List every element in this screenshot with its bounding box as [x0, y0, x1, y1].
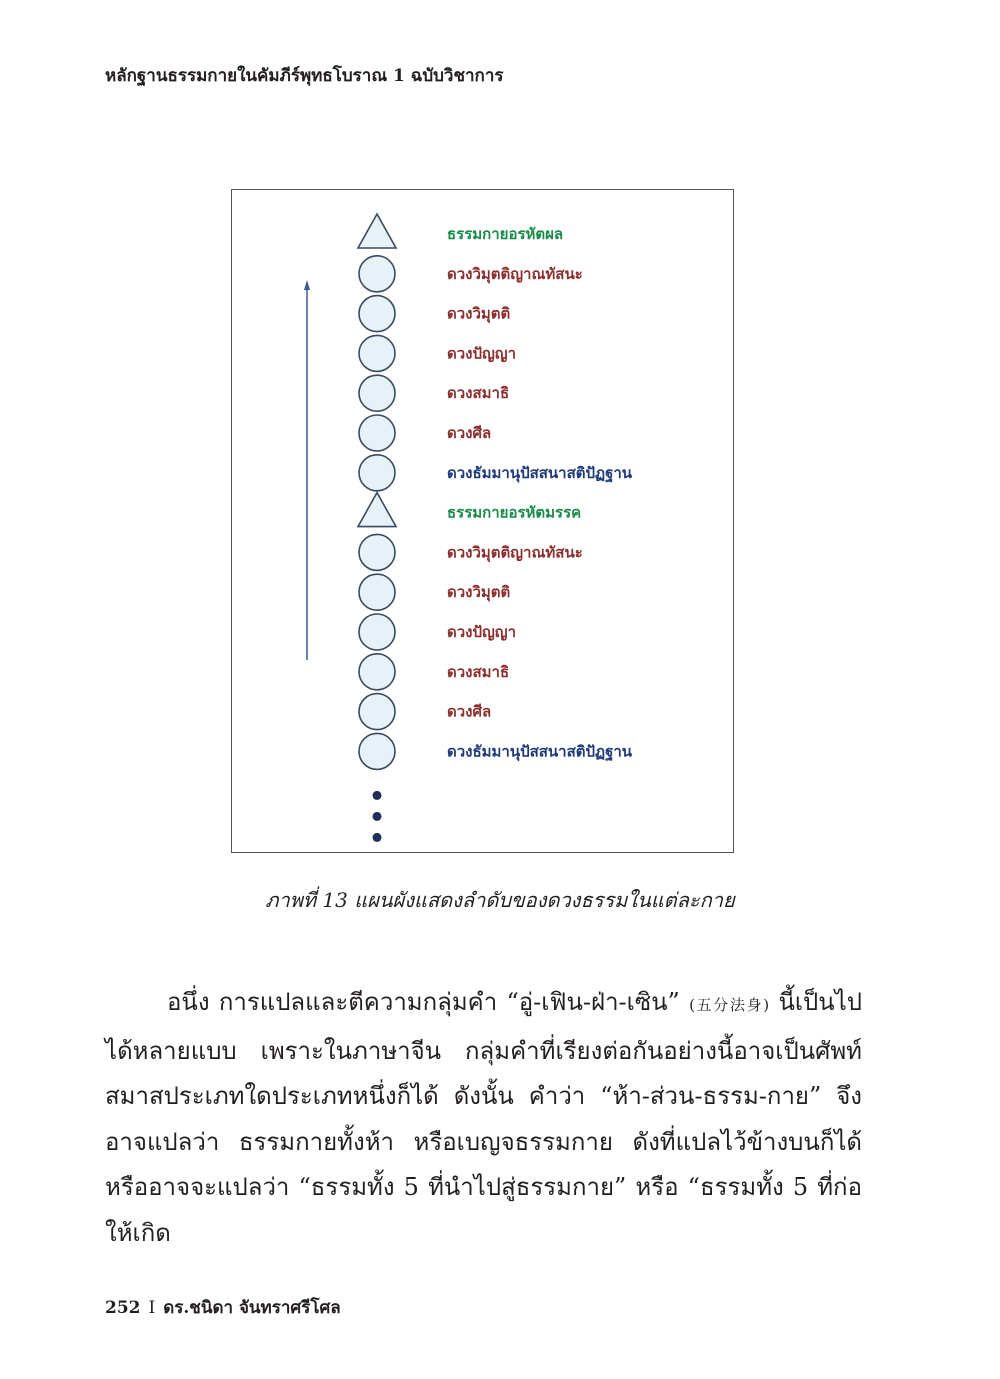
continuation-dot	[373, 812, 382, 821]
diagram-label: ดวงธัมมานุปัสสนาสติปัฏฐาน	[447, 463, 633, 482]
diagram-label: ดวงปัญญา	[447, 623, 516, 641]
circle-shape	[359, 614, 395, 650]
figure-caption: ภาพที่ 13 แผนผังแสดงลำดับของดวงธรรมในแต่ละกาย	[265, 888, 735, 912]
footer-author: ดร.ชนิดา จันทราศรีโศล	[163, 1298, 341, 1318]
circle-shape	[359, 335, 395, 371]
triangle-shape	[358, 214, 396, 248]
triangle-shape	[358, 493, 396, 527]
diagram-label: ดวงวิมุตติ	[447, 583, 511, 602]
diagram-label: ดวงศีล	[447, 702, 492, 721]
diagram-label: ดวงวิมุตติ	[447, 304, 511, 323]
figure-diagram	[231, 189, 734, 853]
diagram-label: ดวงธัมมานุปัสสนาสติปัฏฐาน	[447, 742, 633, 761]
circle-shape	[359, 375, 395, 411]
paragraph-part-1: อนึ่ง การแปลและตีความกลุ่มคำ “อู่-เฟิน-ฝ่า-เซิน”	[167, 988, 690, 1016]
diagram-label: ดวงสมาธิ	[447, 384, 510, 403]
circle-shape	[359, 574, 395, 610]
circle-shape	[359, 534, 395, 570]
diagram-label: ดวงสมาธิ	[447, 662, 510, 681]
diagram-label: ดวงวิมุตติญาณทัสนะ	[447, 543, 583, 562]
diagram-label: ธรรมกายอรหัตผล	[447, 225, 564, 243]
circle-shape	[359, 654, 395, 690]
circle-shape	[359, 733, 395, 769]
paragraph	[105, 980, 862, 1256]
chinese-term: (五分法身)	[689, 996, 770, 1014]
circle-shape	[359, 415, 395, 451]
running-header: หลักฐานธรรมกายในคัมภีร์พุทธโบราณ 1 ฉบับวิชาการ	[105, 66, 504, 86]
continuation-dot	[373, 791, 382, 800]
page-number: 252	[105, 1298, 141, 1318]
circle-shape	[359, 296, 395, 332]
diagram-label: ดวงวิมุตติญาณทัสนะ	[447, 264, 583, 283]
body-text	[105, 980, 862, 1256]
continuation-dot	[373, 833, 382, 842]
paragraph-part-2: นี้เป็นไปได้หลายแบบ เพราะในภาษาจีน กลุ่มคำที่เรียงต่อกันอย่างนี้อาจเป็นศัพท์สมาสประเภทใดประเภทหนึ่งก็ได้ ดังนั้น คำว่า “ห้า-ส่วน-ธรรม-กาย” จึงอาจแปลว่า ธรรมกายทั้งห้า หรือเบญจธรรมกาย ดังที่แปลไว้ข้างบนก็ได้ หรืออาจจะแปลว่า “ธรรมทั้ง 5 ที่นำไปสู่ธรรมกาย” หรือ “ธรรมทั้ง 5 ที่ก่อให้เกิด	[105, 988, 863, 1247]
figure-svg	[232, 190, 735, 854]
page-footer	[105, 1294, 341, 1321]
circle-shape	[359, 455, 395, 491]
arrow-head-icon	[304, 280, 310, 290]
circle-shape	[359, 256, 395, 292]
diagram-label: ดวงปัญญา	[447, 344, 516, 363]
diagram-label: ธรรมกายอรหัตมรรค	[447, 503, 582, 522]
diagram-label: ดวงศีล	[447, 424, 492, 442]
footer-separator: I	[148, 1298, 156, 1318]
circle-shape	[359, 694, 395, 730]
